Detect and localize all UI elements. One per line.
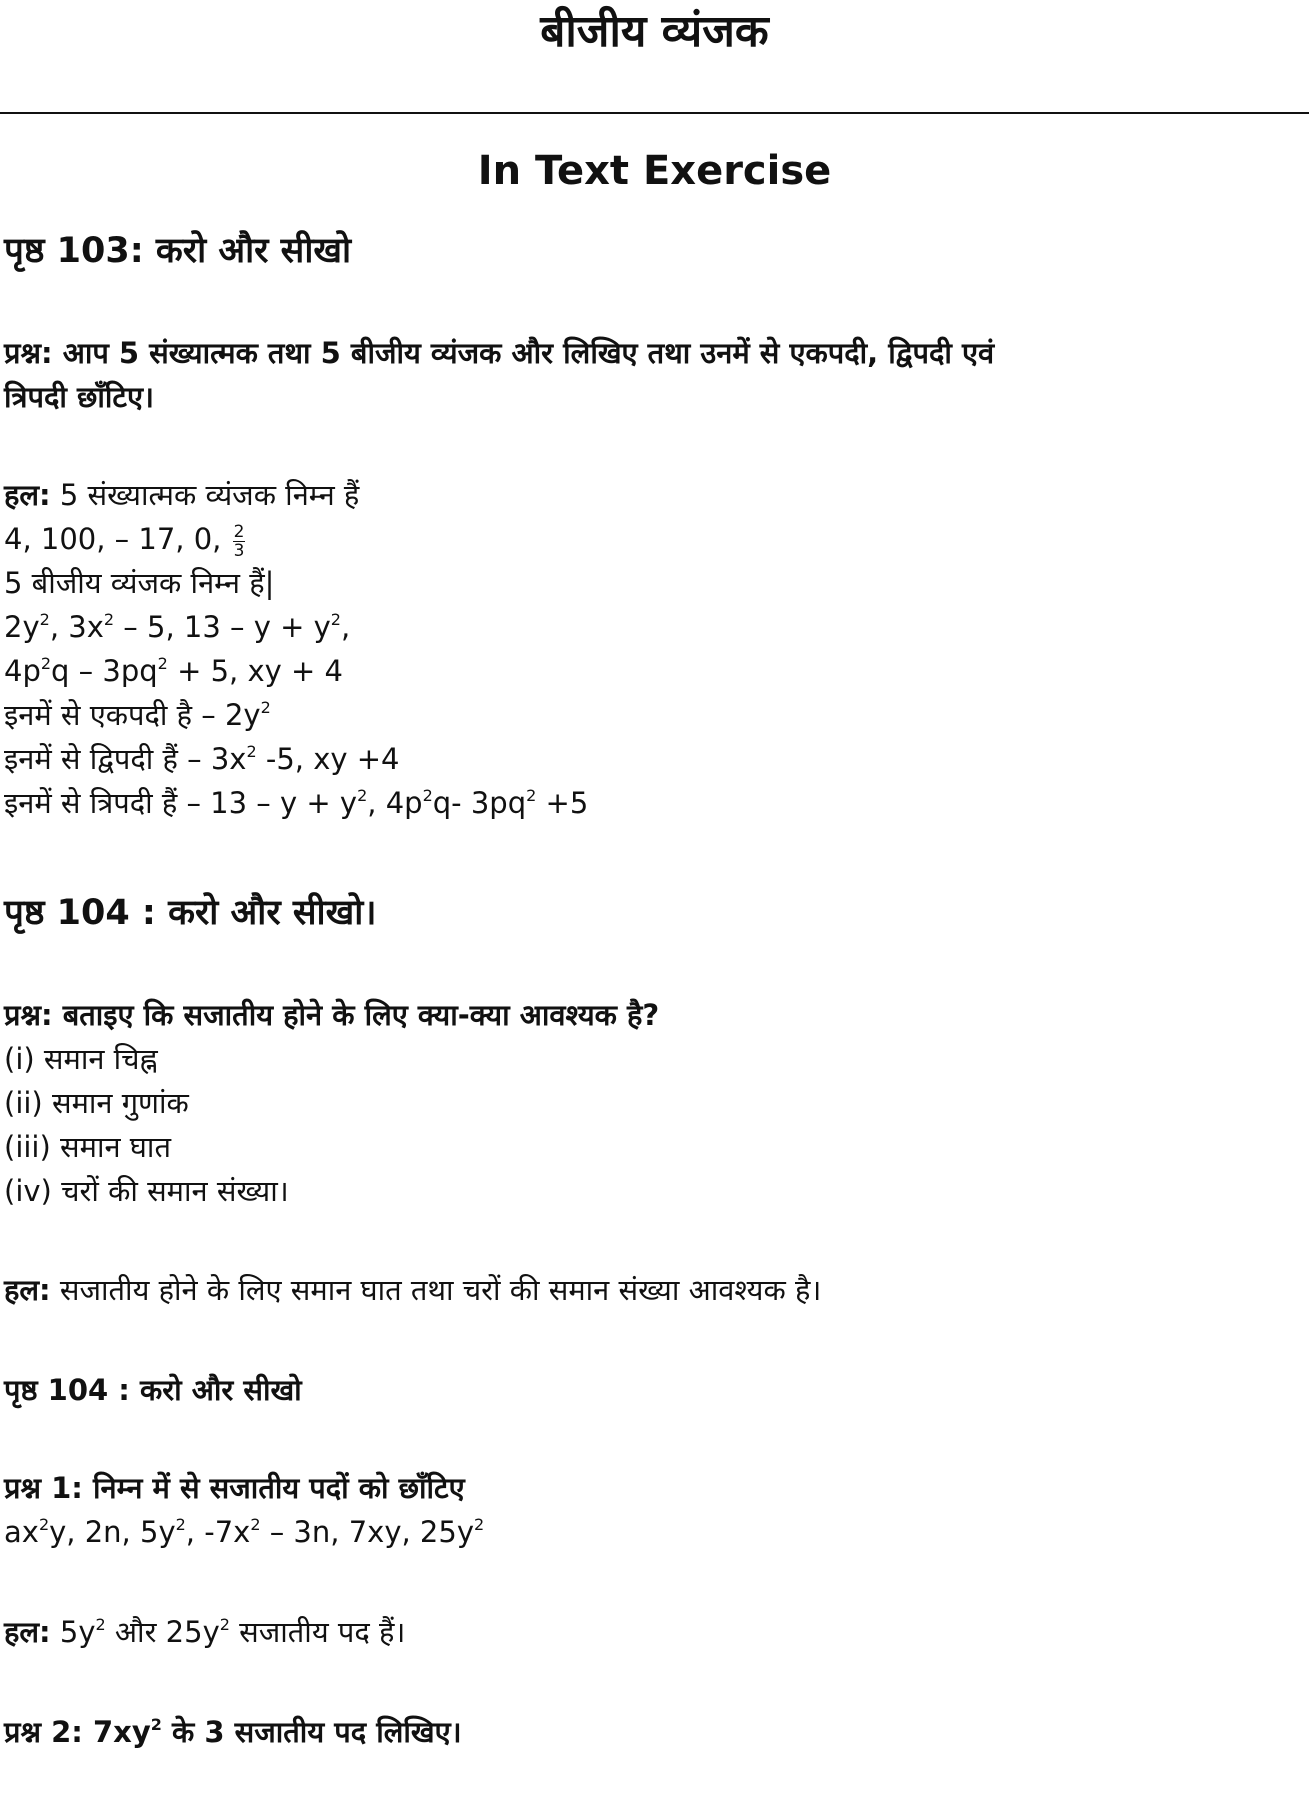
binomial-line (4, 739, 400, 779)
exponent: 2 (150, 1715, 162, 1734)
expr-text: ax (4, 1515, 39, 1549)
exponent: 2 (246, 742, 257, 761)
expr-text: इनमें से एकपदी है – 2y (4, 698, 261, 732)
exponent: 2 (330, 610, 341, 629)
exponent: 2 (175, 1515, 186, 1534)
answer-1-line-2 (4, 519, 245, 560)
page-subtitle: In Text Exercise (477, 148, 832, 194)
expr-text: , (340, 610, 351, 644)
fraction-denominator: 3 (233, 540, 245, 561)
page-title: बीजीय व्यंजक (540, 6, 769, 57)
exponent: 2 (39, 610, 50, 629)
expr-text: 2y (4, 610, 40, 644)
exponent: 2 (103, 610, 115, 629)
exponent: 2 (422, 786, 433, 805)
answer-label: हल: (4, 478, 51, 512)
answer-3 (4, 1612, 405, 1652)
exponent: 2 (260, 698, 271, 717)
exponent: 2 (357, 786, 368, 805)
trinomial-line (4, 783, 588, 823)
option-2: (ii) समान गुणांक (4, 1086, 189, 1120)
fraction (233, 523, 246, 560)
monomial-line (4, 695, 271, 735)
exponent: 2 (157, 654, 168, 673)
expr-text: q – 3pq (51, 654, 158, 688)
question-2: प्रश्न: बताइए कि सजातीय होने के लिए क्या-क्या आवश्यक है? (4, 998, 660, 1032)
algebraic-expressions-line-1 (4, 607, 350, 647)
answer-2 (4, 1270, 821, 1310)
section-heading-104-b: पृष्ठ 104 : करो और सीखो (4, 1373, 302, 1407)
expr-text: प्रश्न 2: 7xy (4, 1715, 151, 1749)
expr-text: y, 2n, 5y (49, 1515, 176, 1549)
expr-text: इनमें से त्रिपदी हैं – 13 – y + y (4, 786, 358, 820)
answer-1-line-3: 5 बीजीय व्यंजक निम्न हैं| (4, 566, 275, 600)
section-heading-104-a: पृष्ठ 104 : करो और सीखो। (4, 893, 377, 933)
question-3: प्रश्न 1: निम्न में से सजातीय पदों को छाँटिए (4, 1471, 465, 1505)
expr-text: , 3x (49, 610, 104, 644)
section-heading-103: पृष्ठ 103: करो और सीखो (4, 231, 352, 271)
expr-text: + 5, xy + 4 (167, 654, 343, 688)
exponent: 2 (526, 786, 537, 805)
option-3: (iii) समान घात (4, 1130, 171, 1164)
expr-text: +5 (536, 786, 589, 820)
expr-text: सजातीय पद हैं। (229, 1615, 406, 1649)
exponent: 2 (95, 1615, 106, 1634)
expr-text: 4p (4, 654, 41, 688)
expr-text: 5y (50, 1615, 96, 1649)
question-1-line-2: त्रिपदी छाँटिए। (4, 380, 154, 414)
question-1-line-1: प्रश्न: आप 5 संख्यात्मक तथा 5 बीजीय व्यंजक और लिखिए तथा उनमें से एकपदी, द्विपदी एवं (4, 336, 995, 370)
answer-text: 5 संख्यात्मक व्यंजक निम्न हैं (50, 478, 360, 512)
expr-text: – 5, 13 – y + y (114, 610, 331, 644)
expr-text: और 25y (105, 1615, 220, 1649)
expr-text: के 3 सजातीय पद लिखिए। (161, 1715, 462, 1749)
exponent: 2 (473, 1515, 485, 1534)
question-4 (4, 1712, 462, 1752)
exponent: 2 (250, 1515, 261, 1534)
expr-text: , 4p (367, 786, 423, 820)
option-4: (iv) चरों की समान संख्या। (4, 1174, 289, 1208)
answer-text: सजातीय होने के लिए समान घात तथा चरों की समान संख्या आवश्यक है। (50, 1273, 822, 1307)
exponent: 2 (40, 654, 52, 673)
expr-text: इनमें से द्विपदी हैं – 3x (4, 742, 247, 776)
option-1: (i) समान चिह्न (4, 1042, 158, 1076)
answer-1-line-1 (4, 475, 359, 515)
expr-text: , -7x (185, 1515, 251, 1549)
exponent: 2 (38, 1515, 50, 1534)
algebraic-expressions-line-2 (4, 651, 343, 691)
exponent: 2 (219, 1615, 230, 1634)
answer-label: हल: (4, 1615, 51, 1649)
question-3-terms (4, 1512, 484, 1552)
title-divider (0, 112, 1309, 114)
fraction-numerator: 2 (233, 521, 245, 542)
expr-text: – 3n, 7xy, 25y (260, 1515, 474, 1549)
expr-text: q- 3pq (432, 786, 527, 820)
expr-text: -5, xy +4 (256, 742, 400, 776)
answer-label: हल: (4, 1273, 51, 1307)
numeric-expressions: 4, 100, – 17, 0, (4, 522, 231, 556)
